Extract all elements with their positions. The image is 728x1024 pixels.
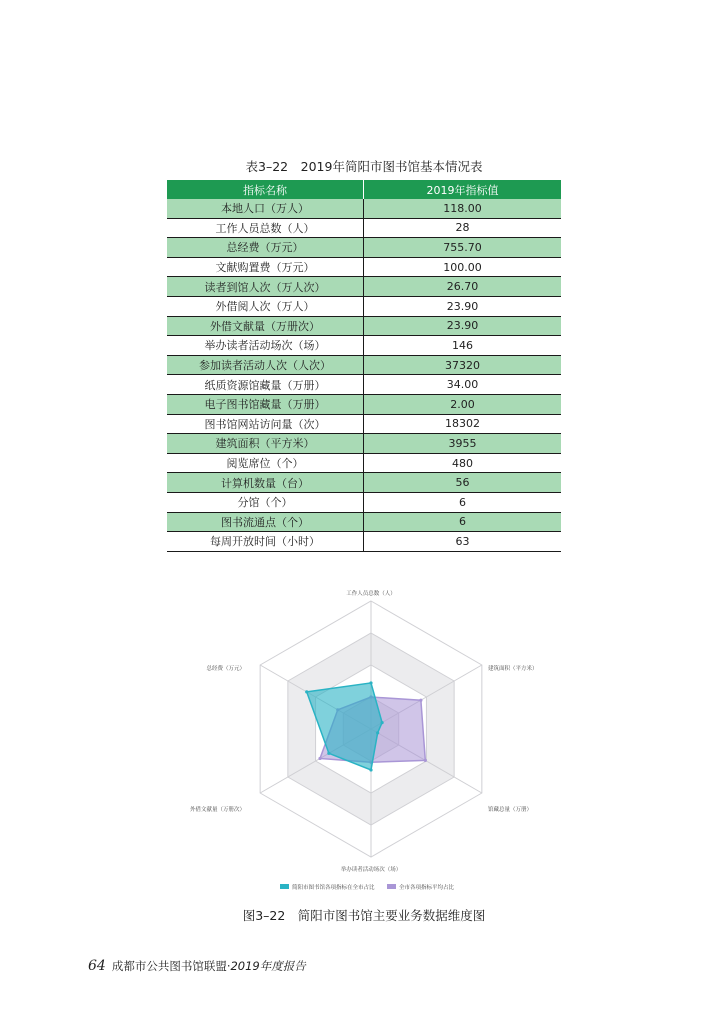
radar-data-point [318,757,321,760]
table-row [167,394,561,414]
indicator-value-cell: 6 [364,512,562,532]
indicator-value-cell: 146 [364,336,562,356]
table-row [167,473,561,493]
legend-label: 全市各项指标平均占比 [399,885,455,891]
indicator-value-cell: 34.00 [364,375,562,395]
table-row [167,199,561,218]
indicator-name-cell: 图书馆网站访问量（次） [167,414,364,434]
page-footer [88,958,306,974]
table-header-row [167,180,561,199]
indicator-name-cell: 工作人员总数（人） [167,218,364,238]
figure-caption: 图3–22 简阳市图书馆主要业务数据维度图 [242,908,486,923]
indicator-value-cell: 56 [364,473,562,493]
indicator-value-cell: 100.00 [364,257,562,277]
radar-axis-label: 馆藏总量（万册） [488,807,533,813]
table-row [167,218,561,238]
table-row [167,375,561,395]
table-row [167,453,561,473]
indicator-name-cell: 外借文献量（万册次） [167,316,364,336]
radar-data-point [369,768,372,771]
table-row [167,238,561,258]
indicator-name-cell: 分馆（个） [167,492,364,512]
radar-axis-label: 外借文献量（万册次） [189,807,245,813]
indicator-name-cell: 读者到馆人次（万人次） [167,277,364,297]
table-row [167,434,561,454]
table-row [167,532,561,552]
indicator-name-cell: 参加读者活动人次（人次） [167,355,364,375]
indicator-value-cell: 118.00 [364,199,562,218]
indicator-name-cell: 举办读者活动场次（场） [167,336,364,356]
indicator-name-cell: 每周开放时间（小时） [167,532,364,552]
table-row [167,296,561,316]
radar-axis-label: 举办读者活动场次（场） [340,867,402,873]
indicator-value-cell: 37320 [364,355,562,375]
indicator-name-cell: 纸质资源馆藏量（万册） [167,375,364,395]
legend-label: 简阳市图书馆各项指标在全市占比 [292,885,375,891]
indicator-value-cell: 3955 [364,434,562,454]
radar-data-point [327,752,330,755]
table-row [167,492,561,512]
table-row [167,355,561,375]
radar-data-point [369,681,372,684]
footer-report-year: 2019年度报告 [230,959,306,973]
indicator-value-cell: 480 [364,453,562,473]
page-number: 64 [88,958,106,974]
table-row [167,277,561,297]
indicator-name-cell: 阅览席位（个） [167,453,364,473]
radar-data-point [419,699,422,702]
radar-axis-label: 总经费（万元） [206,666,245,672]
table-title: 表3–22 2019年简阳市图书馆基本情况表 [245,159,483,174]
indicator-name-cell: 本地人口（万人） [167,199,364,218]
header-indicator-value: 2019年指标值 [364,180,562,199]
indicator-value-cell: 63 [364,532,562,552]
radar-axis-label: 工作人员总数（人） [346,591,396,597]
table-row [167,512,561,532]
indicator-name-cell: 图书流通点（个） [167,512,364,532]
table-row [167,257,561,277]
radar-axis-label: 建筑面积（平方米） [488,666,538,672]
indicator-name-cell: 总经费（万元） [167,238,364,258]
indicator-value-cell: 6 [364,492,562,512]
indicator-value-cell: 23.90 [364,296,562,316]
legend-swatch [280,884,289,889]
footer-org: 成都市公共图书馆联盟· [111,959,231,973]
indicator-value-cell: 26.70 [364,277,562,297]
indicator-name-cell: 电子图书馆藏量（万册） [167,394,364,414]
indicator-name-cell: 外借阅人次（万人） [167,296,364,316]
indicator-value-cell: 28 [364,218,562,238]
table-row [167,336,561,356]
radar-data-point [305,690,308,693]
indicator-name-cell: 建筑面积（平方米） [167,434,364,454]
indicator-name-cell: 计算机数量（台） [167,473,364,493]
indicator-value-cell: 18302 [364,414,562,434]
legend-swatch [387,884,396,889]
table-row [167,316,561,336]
header-indicator-name: 指标名称 [167,180,364,199]
indicator-value-cell: 2.00 [364,394,562,414]
radar-data-point [424,759,427,762]
library-info-table [167,180,561,552]
indicator-value-cell: 23.90 [364,316,562,336]
indicator-value-cell: 755.70 [364,238,562,258]
table-row [167,414,561,434]
radar-chart [160,588,580,900]
radar-data-point [380,721,383,724]
radar-data-point [376,731,379,734]
indicator-name-cell: 文献购置费（万元） [167,257,364,277]
